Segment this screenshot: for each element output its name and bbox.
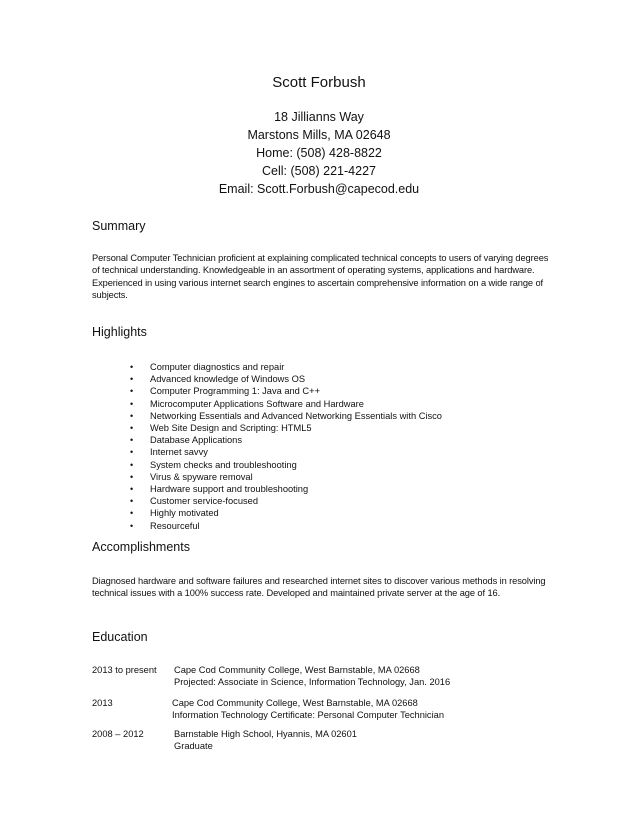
summary-text: Personal Computer Technician proficient at explaining complicated technical concepts to users of varying degrees of technical understanding. Knowledgeable in an assortment of operating systems, applications and hardware. Experienced in using various internet search engines to ascertain comprehensive information on a wide range of subjects. <box>92 253 549 300</box>
education-heading: Education <box>92 630 148 644</box>
highlight-item: • Internet savvy <box>130 446 442 458</box>
education-date: 2008 – 2012 <box>92 729 144 739</box>
highlight-item: • Networking Essentials and Advanced Networking Essentials with Cisco <box>130 410 442 422</box>
highlight-item: • Computer Programming 1: Java and C++ <box>130 385 442 397</box>
education-date: 2013 <box>92 698 113 708</box>
summary-heading: Summary <box>92 219 146 233</box>
highlight-item: • Hardware support and troubleshooting <box>130 483 442 495</box>
education-school: Cape Cod Community College, West Barnstable, MA 02668 <box>172 698 418 708</box>
highlight-item: • Microcomputer Applications Software and Hardware <box>130 398 442 410</box>
education-program: Projected: Associate in Science, Information Technology, Jan. 2016 <box>174 677 451 687</box>
education-school: Cape Cod Community College, West Barnstable, MA 02668 <box>174 665 420 675</box>
cell-phone: Cell: (508) 221-4227 <box>262 164 376 178</box>
highlight-item: • Advanced knowledge of Windows OS <box>130 373 442 385</box>
highlight-item: • Computer diagnostics and repair <box>130 361 442 373</box>
address-city: Marstons Mills, MA 02648 <box>247 128 391 142</box>
highlight-item: • Highly motivated <box>130 507 442 519</box>
home-phone: Home: (508) 428-8822 <box>256 146 382 160</box>
highlight-item: • Database Applications <box>130 434 442 446</box>
accomplishments-text: Diagnosed hardware and software failures and researched internet sites to discover various methods in resolving technical issues with a 100% success rate. Developed and maintained private server at the age of 16. <box>92 576 546 599</box>
highlight-item: • Web Site Design and Scripting: HTML5 <box>130 422 442 434</box>
highlight-item: • System checks and troubleshooting <box>130 459 442 471</box>
address-street: 18 Jillianns Way <box>274 110 364 124</box>
highlight-item: • Customer service-focused <box>130 495 442 507</box>
education-school: Barnstable High School, Hyannis, MA 02601 <box>174 729 357 739</box>
highlights-heading: Highlights <box>92 325 147 339</box>
resume-name: Scott Forbush <box>272 74 366 91</box>
highlight-item: • Virus & spyware removal <box>130 471 442 483</box>
education-date: 2013 to present <box>92 665 157 675</box>
education-program: Information Technology Certificate: Personal Computer Technician <box>172 710 444 720</box>
highlights-list <box>130 361 442 532</box>
highlight-item: • Resourceful <box>130 520 442 532</box>
accomplishments-heading: Accomplishments <box>92 540 190 554</box>
education-program: Graduate <box>174 741 213 751</box>
email-address: Email: Scott.Forbush@capecod.edu <box>218 182 420 196</box>
